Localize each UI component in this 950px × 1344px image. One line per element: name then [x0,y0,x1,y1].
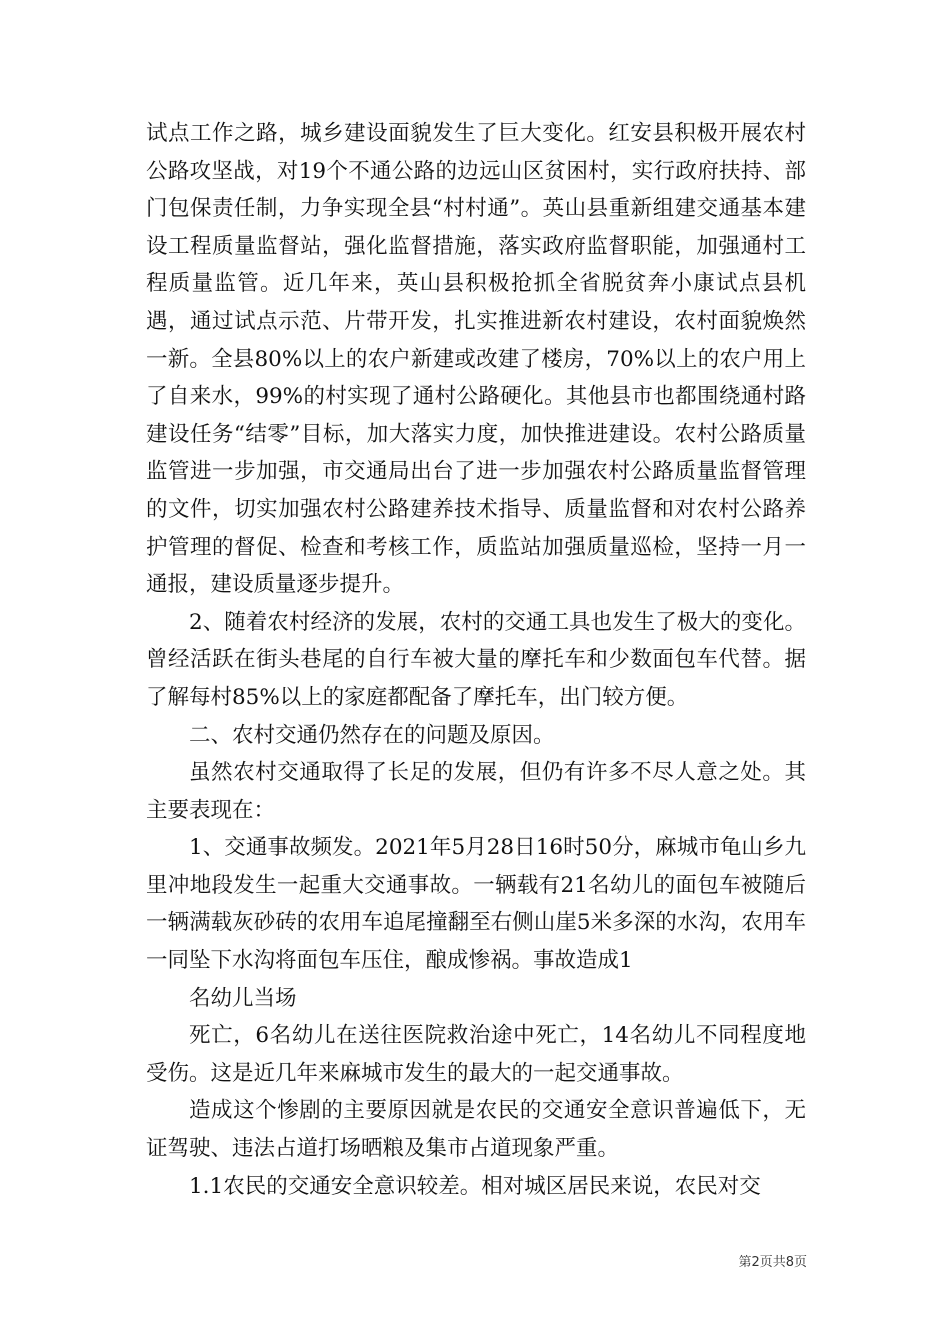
paragraph: 1.1农民的交通安全意识较差。相对城区居民来说，农民对交 [189,1173,761,1199]
paragraph: 2、随着农村经济的发展，农村的交通工具也发生了极大的变化。曾经活跃在街头巷尾的自行车被大量的摩托车和少数面包车代替。据了解每村85%以上的家庭都配备了摩托车，出门较方便。 [146,609,806,710]
page-number-footer: 第2页共8页 [738,1255,807,1270]
paragraph: 造成这个惨剧的主要原因就是农民的交通安全意识普遍低下，无证驾驶、违法占道打场晒粮及集市占道现象严重。 [146,1098,806,1162]
paragraph: 1、交通事故频发。2021年5月28日16时50分，麻城市龟山乡九里冲地段发生一起重大交通事故。一辆载有21名幼儿的面包车被随后一辆满载灰砂砖的农用车追尾撞翻至右侧山崖5米多深的水沟，农用车一同坠下水沟将面包车压住，酿成惨祸。事故造成1 [146,835,806,974]
paragraph: 死亡，6名幼儿在送往医院救治途中死亡，14名幼儿不同程度地受伤。这是近几年来麻城市发生的最大的一起交通事故。 [146,1023,806,1086]
paragraph: 试点工作之路，城乡建设面貌发生了巨大变化。红安县积极开展农村公路攻坚战，对19个不通公路的边远山区贫困村，实行政府扶持、部门包保责任制，力争实现全县“村村通”。英山县重新组建交通基本建设工程质量监督站，强化监督措施，落实政府监督职能，加强通村工程质量监管。近几年来，英山县积极抢抓全省脱贫奔小康试点县机遇，通过试点示范、片带开发，扎实推进新农村建设，农村面貌焕然一新。全县80%以上的农户新建或改建了楼房，70%以上的农户用上了自来水，99%的村实现了通村公路硬化。其他县市也都围绕通村路建设任务“结零”目标，加大落实力度，加快推进建设。农村公路质量监管进一步加强，市交通局出台了进一步加强农村公路质量监督管理的文件，切实加强农村公路建养技术指导、质量监督和对农村公路养护管理的督促、检查和考核工作，质监站加强质量巡检，坚持一月一通报，建设质量逐步提升。 [146,121,806,598]
paragraph: 名幼儿当场 [189,985,297,1011]
document-body [146,115,806,1205]
paragraph: 虽然农村交通取得了长足的发展，但仍有许多不尽人意之处。其主要表现在： [146,760,806,823]
section-heading: 二、农村交通仍然存在的问题及原因。 [189,722,555,748]
